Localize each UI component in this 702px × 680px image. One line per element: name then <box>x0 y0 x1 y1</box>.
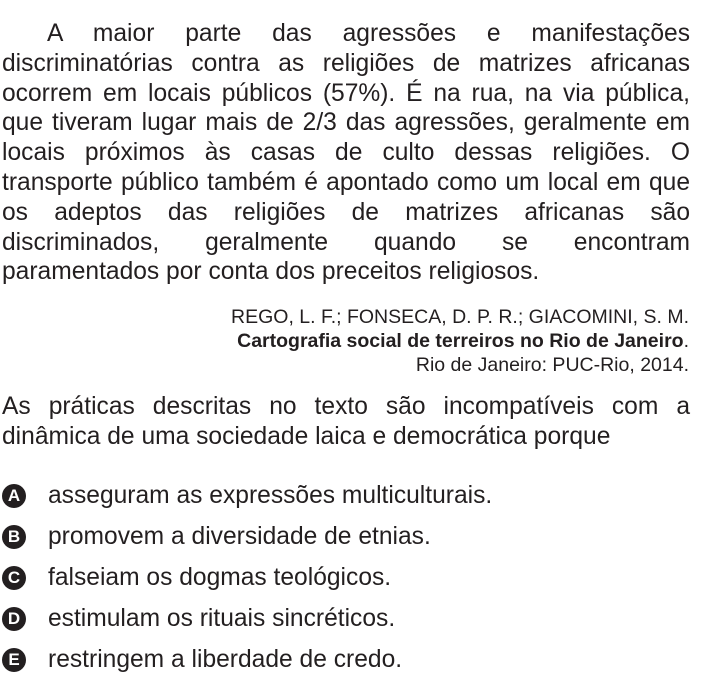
question-stem: As práticas descritas no texto são incompatíveis com a dinâmica de uma sociedade laica e democrática porque <box>2 393 690 450</box>
option-d[interactable] <box>2 598 692 639</box>
option-letter-badge: A <box>2 484 26 508</box>
option-letter-badge: D <box>2 607 26 631</box>
passage-text: A maior parte das agressões e manifestações discriminatórias contra as religiões de matrizes africanas ocorrem em locais públicos (57%). É na rua, na via pública, que tiveram lugar mais de 2/3 das agressões, geralmente em locais próximos às casas de culto dessas religiões. O transporte público também é apontado como um local em que os adeptos das religiões de matrizes africanas são discriminados, geralmente quando se encontram paramentados por conta dos preceitos religiosos. <box>2 20 690 286</box>
option-a[interactable] <box>2 476 692 517</box>
answer-options <box>2 476 692 680</box>
option-text: falseiam os dogmas teológicos. <box>48 563 392 591</box>
citation <box>29 305 689 377</box>
option-letter-badge: E <box>2 648 26 672</box>
citation-title-line <box>29 329 689 353</box>
option-letter-badge: B <box>2 525 26 549</box>
citation-title: Cartografia social de terreiros no Rio de Janeiro <box>237 330 684 352</box>
option-text: estimulam os rituais sincréticos. <box>48 604 396 632</box>
option-text: restringem a liberdade de credo. <box>48 645 403 673</box>
citation-title-suffix: . <box>683 330 689 352</box>
option-text: promovem a diversidade de etnias. <box>48 523 431 551</box>
option-e[interactable] <box>2 639 692 680</box>
option-c[interactable] <box>2 558 692 599</box>
citation-publication: Rio de Janeiro: PUC-Rio, 2014. <box>415 354 689 376</box>
option-letter-badge: C <box>2 566 26 590</box>
option-b[interactable] <box>2 517 692 558</box>
citation-authors: REGO, L. F.; FONSECA, D. P. R.; GIACOMINI, S. M. <box>231 306 689 328</box>
option-text: asseguram as expressões multiculturais. <box>48 482 493 510</box>
